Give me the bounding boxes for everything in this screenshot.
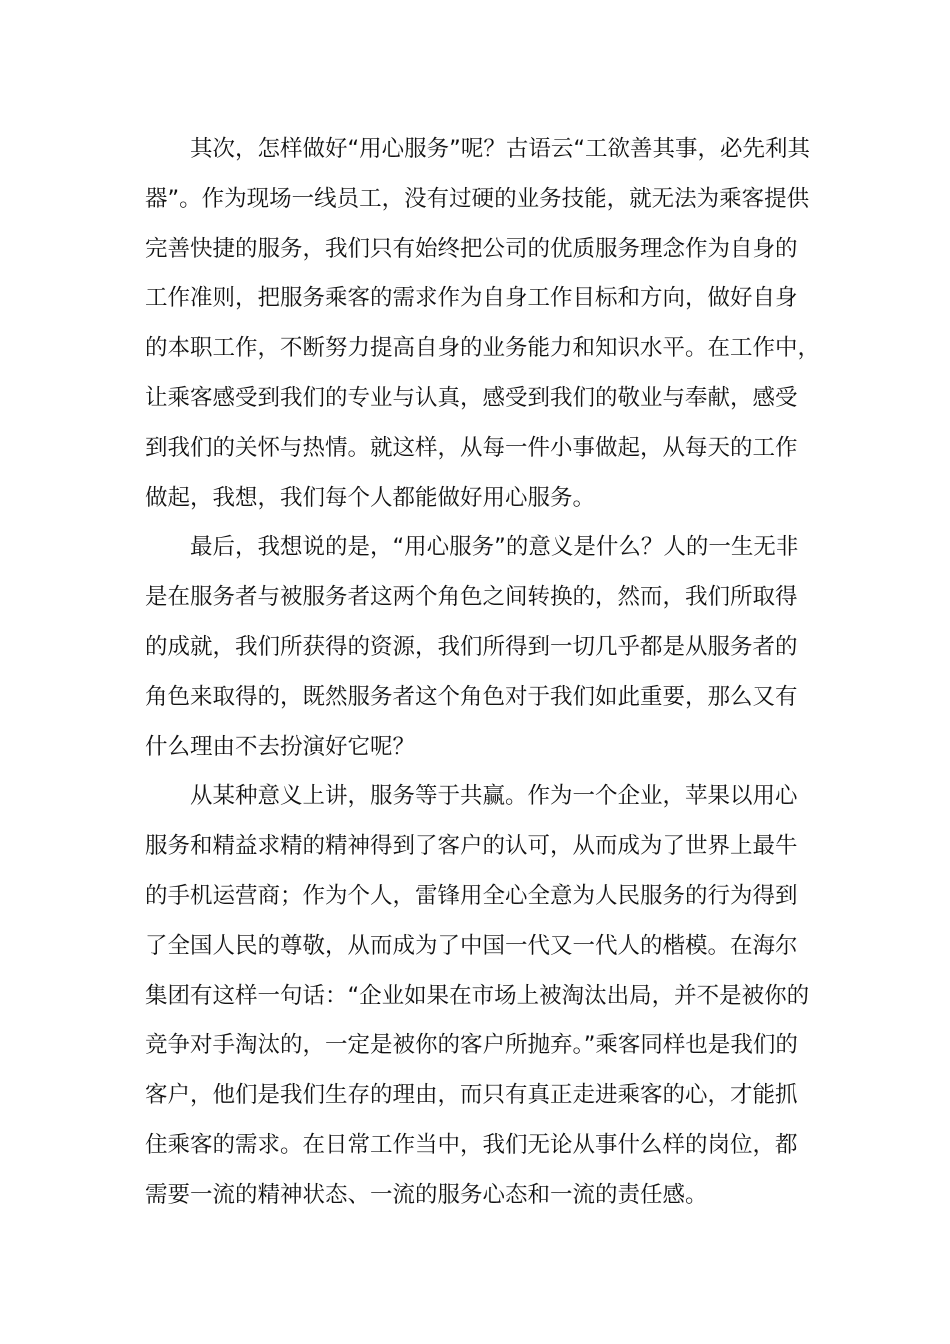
text-line: 从某种意义上讲，服务等于共赢。作为一个企业，苹果以用心 [190,783,798,810]
text-line: 竞争对手淘汰的，一定是被你的客户所抛弃。”乘客同样也是我们的 [145,1032,798,1059]
text-line: 完善快捷的服务，我们只有始终把公司的优质服务理念作为自身的 [145,235,798,262]
text-line: 的成就，我们所获得的资源，我们所得到一切几乎都是从服务者的 [145,633,798,660]
text-line: 工作准则，把服务乘客的需求作为自身工作目标和方向，做好自身 [145,285,798,312]
text-line: 最后，我想说的是，“用心服务”的意义是什么？人的一生无非 [190,534,799,561]
text-line: 什么理由不去扮演好它呢？ [145,733,416,760]
text-line: 做起，我想，我们每个人都能做好用心服务。 [145,484,596,511]
text-line: 其次，怎样做好“用心服务”呢？古语云“工欲善其事，必先利其 [190,136,810,162]
paragraph-meaning-of-service [145,523,815,772]
text-line: 到我们的关怀与热情。就这样，从每一件小事做起，从每天的工作 [145,434,798,461]
text-line: 的手机运营商；作为个人，雷锋用全心全意为人民服务的行为得到 [145,882,798,909]
text-line: 让乘客感受到我们的专业与认真，感受到我们的敬业与奉献，感受 [145,384,798,411]
text-line: 是在服务者与被服务者这两个角色之间转换的，然而，我们所取得 [145,584,798,611]
text-line: 住乘客的需求。在日常工作当中，我们无论从事什么样的岗位，都 [145,1131,798,1158]
text-line: 客户，他们是我们生存的理由，而只有真正走进乘客的心，才能抓 [145,1082,798,1109]
text-line: 器”。作为现场一线员工，没有过硬的业务技能，就无法为乘客提供 [145,185,810,212]
paragraph-how-to-serve [145,125,821,523]
text-line: 集团有这样一句话：“企业如果在市场上被淘汰出局，并不是被你的 [145,982,810,1009]
text-line: 角色来取得的，既然服务者这个角色对于我们如此重要，那么又有 [145,683,798,710]
text-line: 需要一流的精神状态、一流的服务心态和一流的责任感。 [145,1181,708,1208]
paragraph-service-win-win [145,772,815,1220]
body-text [145,125,821,1221]
text-line: 的本职工作，不断努力提高自身的业务能力和知识水平。在工作中， [145,335,821,362]
text-line: 了全国人民的尊敬，从而成为了中国一代又一代人的楷模。在海尔 [145,932,798,959]
text-line: 服务和精益求精的精神得到了客户的认可，从而成为了世界上最牛 [145,833,798,860]
